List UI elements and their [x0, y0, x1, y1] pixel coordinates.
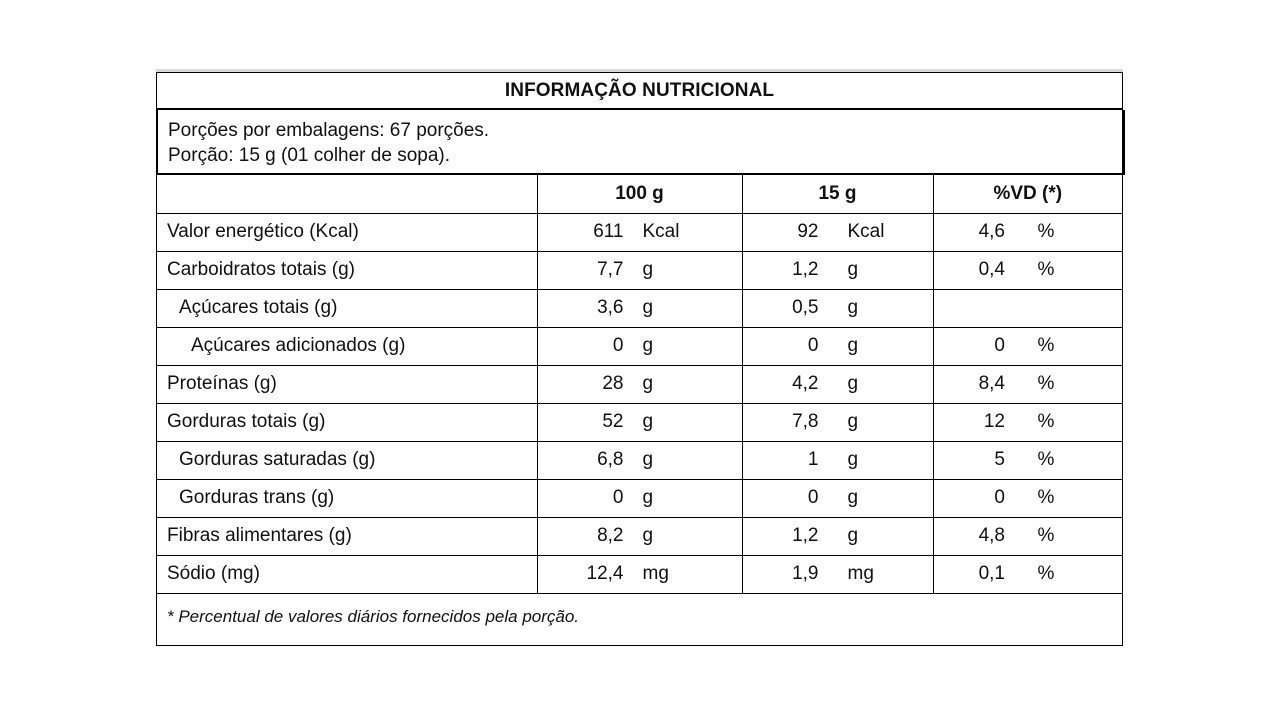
table-row [157, 441, 1122, 479]
nutrient-name: Gorduras totais (g) [157, 403, 537, 441]
table-row [157, 213, 1122, 251]
daily-value-unit: % [1037, 411, 1055, 432]
unit-per-100g: Kcal [642, 221, 680, 242]
nutrient-name: Açúcares totais (g) [157, 289, 537, 327]
value-per-serving: 1 [807, 449, 819, 470]
value-per-serving: 7,8 [792, 411, 819, 432]
table-row [157, 365, 1122, 403]
value-per-100g: 28 [602, 373, 624, 394]
label-title: INFORMAÇÃO NUTRICIONAL [157, 73, 1122, 110]
value-per-100g: 52 [602, 411, 624, 432]
table-row [157, 289, 1122, 327]
value-per-serving: 1,2 [792, 525, 819, 546]
header-nutrient [157, 175, 537, 213]
nutrient-name: Gorduras saturadas (g) [157, 441, 537, 479]
unit-per-serving: g [847, 259, 859, 280]
daily-value-unit: % [1037, 335, 1055, 356]
unit-per-serving: Kcal [847, 221, 885, 242]
unit-per-100g: g [642, 297, 654, 318]
table-row [157, 555, 1122, 593]
nutrient-name: Sódio (mg) [157, 555, 537, 593]
value-per-serving: 0 [807, 335, 819, 356]
daily-value-unit: % [1037, 525, 1055, 546]
unit-per-serving: g [847, 411, 859, 432]
table-header-row [157, 175, 1122, 213]
daily-value-unit: % [1037, 487, 1055, 508]
unit-per-100g: g [642, 487, 654, 508]
nutrient-name: Valor energético (Kcal) [157, 213, 537, 251]
value-per-100g: 0 [612, 487, 624, 508]
value-per-100g: 0 [612, 335, 624, 356]
unit-per-100g: g [642, 373, 654, 394]
daily-value-unit: % [1037, 221, 1055, 242]
daily-value: 0 [994, 487, 1005, 508]
daily-value: 8,4 [978, 373, 1005, 394]
nutrient-name: Fibras alimentares (g) [157, 517, 537, 555]
nutrition-facts-label [156, 72, 1123, 646]
unit-per-serving: g [847, 335, 859, 356]
daily-value: 0,1 [978, 563, 1005, 584]
unit-per-serving: g [847, 449, 859, 470]
serving-size: Porção: 15 g (01 colher de sopa). [168, 145, 451, 166]
daily-value: 0 [994, 335, 1005, 356]
unit-per-serving: g [847, 297, 859, 318]
portion-info [156, 110, 1125, 175]
daily-value: 4,8 [978, 525, 1005, 546]
unit-per-serving: g [847, 525, 859, 546]
unit-per-100g: g [642, 525, 654, 546]
daily-value: 5 [994, 449, 1005, 470]
header-per-100g: 100 g [537, 175, 742, 213]
header-per-serving: 15 g [742, 175, 933, 213]
unit-per-100g: g [642, 335, 654, 356]
nutrient-name: Proteínas (g) [157, 365, 537, 403]
table-row [157, 479, 1122, 517]
nutrient-name: Açúcares adicionados (g) [157, 327, 537, 365]
table-row [157, 517, 1122, 555]
value-per-100g: 611 [593, 221, 624, 242]
value-per-100g: 6,8 [597, 449, 624, 470]
daily-value-unit: % [1037, 563, 1055, 584]
header-daily-value: %VD (*) [933, 175, 1122, 213]
daily-value-unit: % [1037, 259, 1055, 280]
daily-value-unit: % [1037, 373, 1055, 394]
unit-per-serving: mg [847, 563, 874, 584]
daily-value-unit: % [1037, 449, 1055, 470]
daily-value: 0,4 [978, 259, 1005, 280]
nutrient-name: Carboidratos totais (g) [157, 251, 537, 289]
daily-value: 12 [983, 411, 1005, 432]
table-row [157, 251, 1122, 289]
value-per-serving: 1,9 [792, 563, 819, 584]
value-per-serving: 1,2 [792, 259, 819, 280]
unit-per-serving: g [847, 373, 859, 394]
unit-per-100g: g [642, 259, 654, 280]
value-per-100g: 12,4 [586, 563, 624, 584]
value-per-serving: 0 [807, 487, 819, 508]
unit-per-100g: mg [642, 563, 669, 584]
value-per-100g: 8,2 [597, 525, 624, 546]
table-row [157, 403, 1122, 441]
nutrient-name: Gorduras trans (g) [157, 479, 537, 517]
value-per-100g: 7,7 [597, 259, 624, 280]
table-row [157, 327, 1122, 365]
value-per-serving: 0,5 [792, 297, 819, 318]
footnote: * Percentual de valores diários fornecidos pela porção. [167, 607, 580, 626]
servings-per-package: Porções por embalagens: 67 porções. [168, 120, 490, 141]
value-per-serving: 4,2 [792, 373, 819, 394]
nutrition-table [157, 175, 1122, 594]
daily-value: 4,6 [978, 221, 1005, 242]
unit-per-100g: g [642, 449, 654, 470]
value-per-serving: 92 [797, 221, 819, 242]
unit-per-serving: g [847, 487, 859, 508]
value-per-100g: 3,6 [597, 297, 624, 318]
unit-per-100g: g [642, 411, 654, 432]
